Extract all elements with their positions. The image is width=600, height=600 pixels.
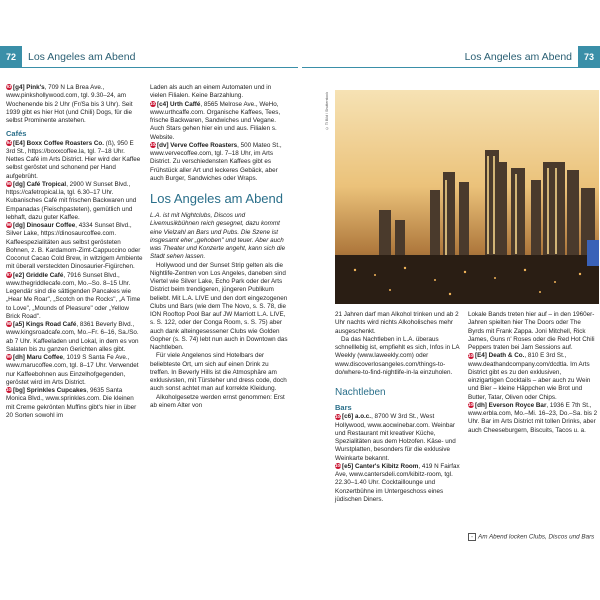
skyline-photo <box>335 90 599 304</box>
map-pin-icon: 102 <box>150 142 158 148</box>
listing-text: , 8700 W 3rd St., West Hollywood, www.aocwinebar.com. Weinbar und Restaurant mit kreativer Küche, Spezialitäten aus dem Holzofen. Käse- und Wurstplatten, besonders für die exklusive Weinkarte bekannt. <box>335 413 456 462</box>
map-pin-icon: 106 <box>468 402 476 408</box>
listing-text: , 8565 Melrose Ave., WeHo, www.urthcaffe.com. Organische Kaffees, Tees, frische Backwaren, Sandwiches und Vegane. Auch Stars gehen hier ein und aus. Filialen s. Website. <box>150 100 281 141</box>
section-heading-evening: Los Angeles am Abend <box>150 191 283 206</box>
listing-text: , 2900 W Sunset Blvd., https://cafetropical.la, tgl. 6.30–17 Uhr. Kubanisches Café mit frischen Backwaren und Empanadas (Fleischpasteten), gemütlich und lebhaft, dazu guter Kaffee. <box>6 180 137 221</box>
listing-name: Dinosaur Coffee <box>26 222 76 229</box>
column-3 <box>335 311 461 504</box>
left-page-number: 72 <box>0 46 22 68</box>
map-pin-icon: 105 <box>468 352 476 358</box>
listing-sprinkles <box>6 387 143 420</box>
listing-text: , 1019 S Santa Fe Ave., www.marucoffee.com, tgl. 8–17 Uhr. Verwendet nur Kaffeebohnen aus Einzelhofgegenden, geröstet wird im Arts District. <box>6 354 139 386</box>
photo-caption <box>468 533 600 542</box>
section-bars: Bars <box>335 403 352 412</box>
listing-name: Death & Co. <box>488 352 525 360</box>
right-page-header <box>459 46 600 68</box>
map-pin-icon: 99 <box>6 354 12 360</box>
grid-code: [dg] <box>13 222 25 229</box>
right-running-title: Los Angeles am Abend <box>464 51 572 63</box>
paragraph-info-sources: Da das Nachtleben in L.A. überaus schnelllebig ist, empfiehlt es sich, Infos in LA Weekly (www.laweekly.com) oder www.discoverlosangeles.com/things-to-do/where-to-find-nightlife-in-la einzuholen. <box>335 335 460 376</box>
listing-name: Canter's Kibitz Room <box>354 462 419 470</box>
listing-text: , 8361 Beverly Blvd., www.kingsroadcafe.com, Mo.–Fr. 6–16, Sa./So. ab 7 Uhr. Kaffeeladen und Lokal, in dem es von Salaten bis zu ganzen Gerichten alles gibt. <box>6 321 139 353</box>
paragraph-nightlife-centers: Hollywood und der Sunset Strip gelten als die Nightlife-Zentren von Los Angeles, daneben sind Viertel wie Silver Lake, Echo Park oder der Arts District beim trendigeren, jüngeren Publikum beliebt. Mit L.A. LIVE und den dort eingezogenen Clubs und Bars (wie dem The Novo, s. S. 78, die ION Rooftop Pool Bar auf JW Marriott L.A. LIVE, s. S. 122, oder der Conga Room, s. S. 75) aber auch dank alteingesessener Clubs wie Golden Gopher (s. S. 74) lebt nun auch in Downtown das Nachtleben. <box>150 261 288 351</box>
grid-code: [dh] <box>13 354 25 361</box>
map-pin-icon: 94 <box>6 139 12 145</box>
grid-code: [a5] <box>13 321 25 328</box>
column-2 <box>150 84 288 410</box>
grid-code: [e5] <box>342 462 354 470</box>
listing-dinosaur <box>6 222 143 272</box>
map-pin-icon: 101 <box>150 100 158 106</box>
map-pin-icon: 93 <box>6 84 12 90</box>
right-page-number: 73 <box>578 46 600 68</box>
listing-text: , 1936 E 7th St., www.erbla.com, Mo.–Mi. 16–23, Do.–Sa. bis 2 Uhr. Bar im Arts District mit tollen Drinks, aber auch Cheeseburgern, Biscuits, Tacos u. a. <box>468 401 598 434</box>
listing-continuation: Laden als auch an einem Automaten und in vielen Filialen. Keine Barzahlung. <box>150 84 272 100</box>
listing-boxx <box>6 140 143 181</box>
listing-kings <box>6 321 143 354</box>
listing-text: (ß), 950 E 3rd St., https://boxxcoffee.la, tgl. 7–18 Uhr. Nettes Café im Arts District. Hier wird der Kaffee selbst geröstet und schonend per Hand aufgebrüht. <box>6 139 141 180</box>
left-running-title: Los Angeles am Abend <box>28 51 136 63</box>
section-heading-nightlife: Nachtleben <box>335 387 386 398</box>
map-pin-icon: 97 <box>6 271 12 277</box>
column-4 <box>468 311 598 435</box>
paragraph-hotel-bars: Für viele Angelenos sind Hotelbars der beliebteste Ort, um sich auf einen Drink zu treffen. In Beverly Hills ist die Atmosphäre am exklusivsten, mit Türsteher und dress code, doch auch sonst achtet man auf korrekte Kleidung. <box>150 352 287 393</box>
listing-urth <box>150 101 288 142</box>
listing-griddle <box>6 272 143 322</box>
listing-maru <box>6 354 143 387</box>
grid-code: [bg] <box>13 387 25 394</box>
map-pin-icon: 96 <box>6 222 12 228</box>
photo-credit: © TI Bild / Shutterstock <box>325 92 329 131</box>
photo-caption-text: Am Abend locken Clubs, Discos und Bars <box>478 533 595 541</box>
left-page-header <box>0 46 141 68</box>
listing-text: , 500 Mateo St., www.vervecoffee.com, tgl. 7–18 Uhr, im Arts District. Zu verschiedensten Kaffees gibt es Frühstück aller Art und leckeres Gebäck, aber auch Burger, Sandwiches oder Wraps. <box>150 141 282 182</box>
left-header-rule <box>0 67 298 68</box>
listing-name: Griddle Café <box>25 271 64 279</box>
grid-code: [dg] <box>13 180 25 188</box>
map-pin-icon: 100 <box>6 387 14 393</box>
map-pin-icon: 103 <box>335 413 343 419</box>
listing-text: , 419 N Fairfax Ave, www.cantersdeli.com/kibitz-room, tgl. 22.30–1.40 Uhr. Cocktaillounge und Konzertbühne im Untergeschoss eines jüdischen Diners. <box>335 462 460 503</box>
photo-reference-icon: ▫ <box>468 533 476 541</box>
paragraph-drinking-age: 21 Jahren darf man Alkohol trinken und ab 2 Uhr nachts wird nichts Alkoholisches mehr ausgeschenkt. <box>335 311 459 335</box>
listing-aoc <box>335 413 461 463</box>
listing-name: Boxx Coffee Roasters Co. <box>26 139 104 147</box>
map-pin-icon: 104 <box>335 463 343 469</box>
listing-canters <box>335 463 461 504</box>
section-intro: L.A. ist mit Nightclubs, Discos und Livemusikbühnen reich gesegnet, dazu kommt eine Vielzahl an Bars und Pubs. Die Szene ist insgesamt eher „gehoben" und teuer. Aber auch was Theater und Konzerte angeht, kann sich die Stadt sehen lassen. <box>150 212 286 261</box>
listing-name: Pink's <box>26 84 45 91</box>
listing-name: Urth Caffé <box>169 100 201 108</box>
listing-name: Everson Royce Bar <box>488 401 547 409</box>
grid-code: [E4] <box>13 139 25 147</box>
listing-name: Verve Coffee Roasters <box>170 141 238 149</box>
listing-text: , 810 E 3rd St., www.deathandcompany.com/dcdtla. Im Arts District gibt es zu den exklusiven, einzigartigen Cocktails – aber auch zu Wein und Bier – kleine Häppchen wie Brot und Butter, Tatar, Oliven oder Chips. <box>468 352 591 401</box>
paragraph-local-bands: Lokale Bands treten hier auf – in den 1960er-Jahren spielten hier The Doors oder The Byrds mit Frank Zappa. Joni Mitchell, Rick James, Guns n' Roses oder die Red Hot Chili Peppers traten bei Jam Sessions auf. <box>468 311 595 351</box>
grid-code: [g4] <box>13 84 25 91</box>
listing-death-co <box>468 352 598 402</box>
listing-name: Café Tropical <box>26 180 67 188</box>
listing-tropical <box>6 181 143 222</box>
right-header-rule <box>302 67 600 68</box>
map-pin-icon: 98 <box>6 321 12 327</box>
column-1 <box>6 84 143 420</box>
listing-text: , 9635 Santa Monica Blvd., www.sprinkles.com. Die kleinen mit Creme gekrönten Muffins gibt's hier in über 20 Sorten sowohl im <box>6 387 137 419</box>
skyline-illustration <box>335 90 599 304</box>
map-pin-icon: 95 <box>6 181 12 187</box>
listing-text: , 4334 Sunset Blvd., Silver Lake, https://dinosaurcoffee.com. Kaffeespezialitäten aus selbst gerösteten Bohnen, z. B. Kardamom-Zimt-Cappuccino oder Coconut Cacao Cold Brew, in witzigem Ambiente mit überall versteckten Dinosaurier-Figürchen. <box>6 222 143 271</box>
grid-code: [c4] <box>157 100 169 108</box>
listing-name: Sprinkles Cupcakes <box>26 387 87 394</box>
grid-code: [dh] <box>475 401 487 409</box>
listing-text: , 7916 Sunset Blvd., www.thegriddlecafe.com, Mo.–So. 8–15 Uhr. Legendär sind die sättigenden Pancakes wie „Hear Me Roar", „Scotch on the Rocks", „A Time to Love", „Mounds of Pleasure" oder „Yellow Brick Road". <box>6 271 141 320</box>
listing-everson <box>468 402 598 435</box>
grid-code: [e2] <box>13 271 25 279</box>
grid-code: [dv] <box>157 141 169 149</box>
listing-name: Kings Road Café <box>25 321 77 328</box>
grid-code: [c6] <box>342 413 354 421</box>
listing-verve <box>150 142 288 183</box>
listing-pinks <box>6 84 143 125</box>
listing-name: Maru Coffee <box>26 354 64 361</box>
grid-code: [E4] <box>475 352 487 360</box>
listing-text: , 709 N La Brea Ave., www.pinkshollywood.com, tgl. 9.30–24, am Wochenende bis 2 Uhr (Fr/Sa bis 3 Uhr). Seit 1939 gibt es hier Hot (und Chili) Dogs, für die selbst Prominente anstehen. <box>6 84 133 124</box>
paragraph-alcohol-laws: Alkoholgesetze werden ernst genommen: Erst ab einem Alter von <box>150 393 285 409</box>
section-cafes: Cafés <box>6 129 27 139</box>
listing-name: a.o.c. <box>354 413 372 421</box>
